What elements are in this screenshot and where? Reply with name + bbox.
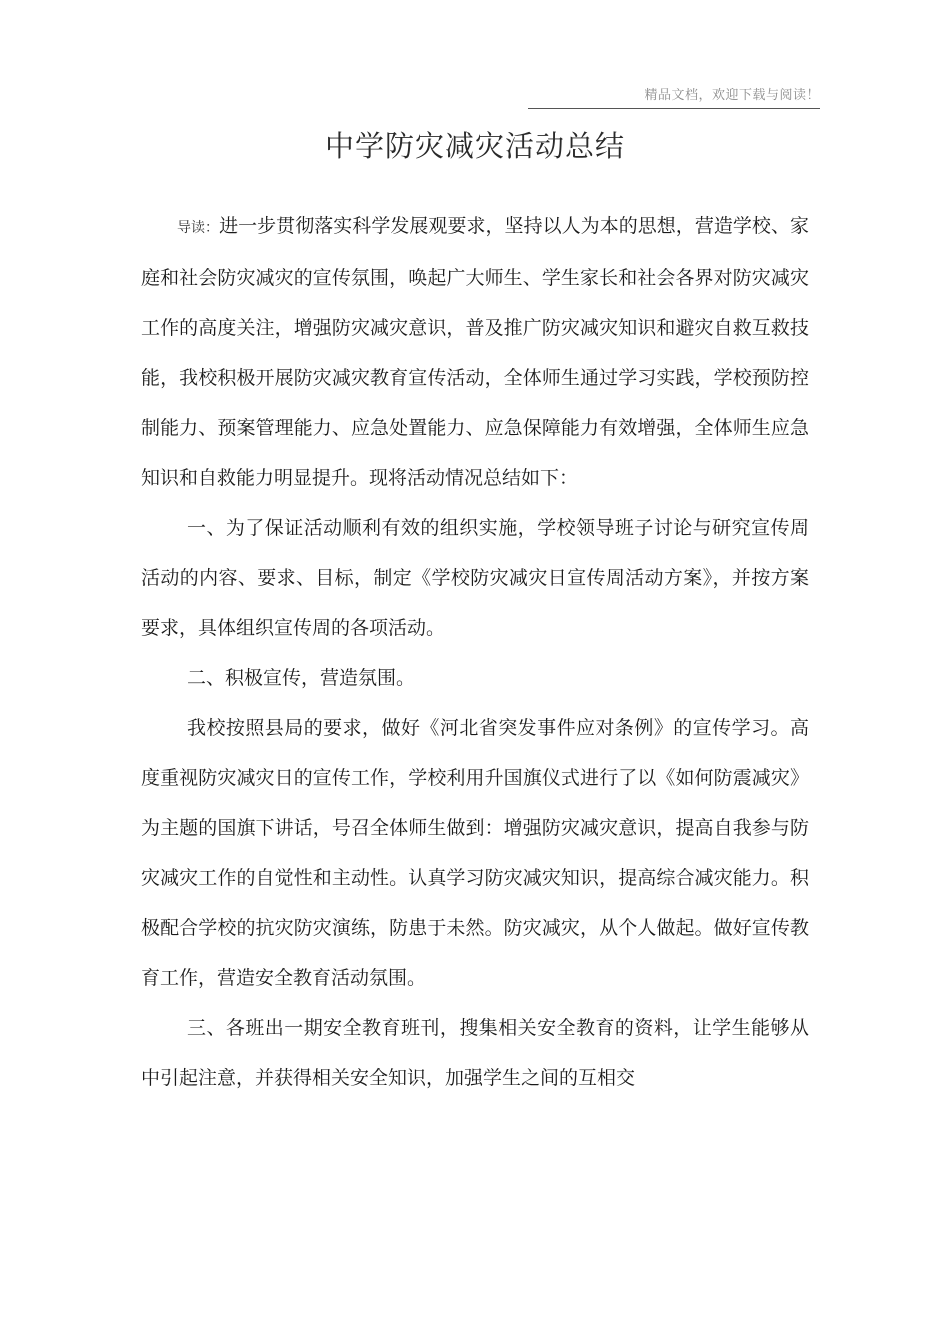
paragraph-4: 三、各班出一期安全教育班刊，搜集相关安全教育的资料，让学生能够从中引起注意，并获得相关安全知识，加强学生之间的互相交	[141, 1017, 809, 1089]
lead-text: 进一步贯彻落实科学发展观要求，坚持以人为本的思想，营造学校、家庭和社会防灾减灾的宣传氛围，唤起广大师生、学生家长和社会各界对防灾减灾工作的高度关注，增强防灾减灾意识，普及推广防灾减灾知识和避灾自救互救技能，我校积极开展防灾减灾教育宣传活动，全体师生通过学习实践，学校预防控制能力、预案管理能力、应急处置能力、应急保障能力有效增强，全体师生应急知识和自救能力明显提升。现将活动情况总结如下：	[141, 215, 809, 489]
paragraph-1: 一、为了保证活动顺利有效的组织实施，学校领导班子讨论与研究宣传周活动的内容、要求、目标，制定《学校防灾减灾日宣传周活动方案》，并按方案要求，具体组织宣传周的各项活动。	[141, 517, 809, 639]
lead-paragraph	[141, 201, 809, 503]
header-rule	[528, 108, 820, 109]
paragraph-3: 我校按照县局的要求，做好《河北省突发事件应对条例》的宣传学习。高度重视防灾减灾日的宣传工作，学校利用升国旗仪式进行了以《如何防震减灾》为主题的国旗下讲话，号召全体师生做到：增强防灾减灾意识，提高自我参与防灾减灾工作的自觉性和主动性。认真学习防灾减灾知识，提高综合减灾能力。积极配合学校的抗灾防灾演练，防患于未然。防灾减灾，从个人做起。做好宣传教育工作，营造安全教育活动氛围。	[141, 717, 809, 989]
document-title: 中学防灾减灾活动总结	[324, 129, 625, 163]
paragraph-2: 二、积极宣传，营造氛围。	[187, 667, 416, 689]
lead-label: 导读：	[177, 220, 220, 236]
document-body	[141, 201, 809, 1103]
header-note: 精品文档，欢迎下载与阅读！	[644, 88, 820, 103]
